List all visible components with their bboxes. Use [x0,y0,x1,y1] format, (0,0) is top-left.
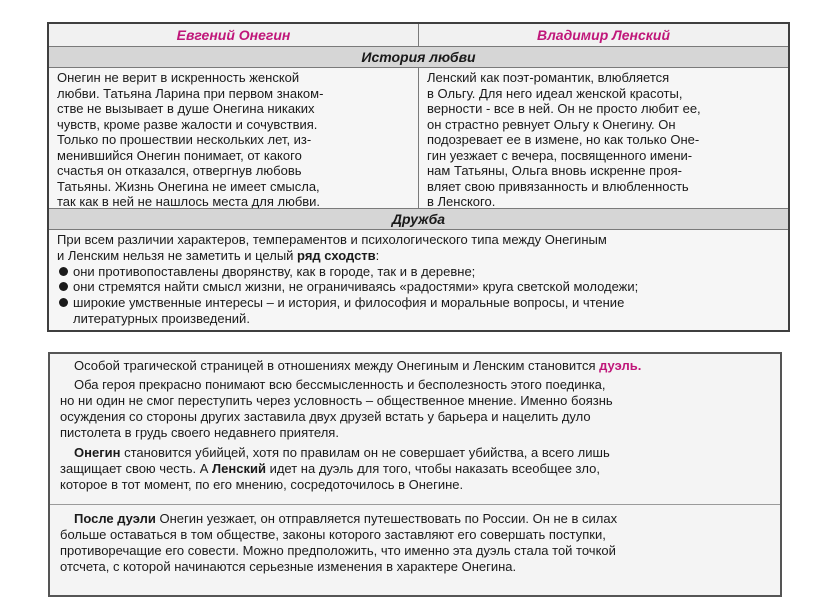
list-item-text: они стремятся найти смысл жизни, не ограничиваясь «радостями» круга светской молодежи; [73,279,639,295]
after-duel-paragraph [60,511,770,575]
friendship-intro [57,232,780,264]
love-lensky-cell [419,68,788,208]
love-row [49,68,788,209]
table-header-row [49,24,788,47]
header-onegin: Евгений Онегин [49,24,419,46]
after-duel-text: Онегин уезжает, он отправляется путешествовать по России. Он не в силах больше оставаться в том обществе, законы которого заставляют его совершать поступки, противоречащие его совести. Можно предположить, что именно эта дуэль стала той точкой отсчета, с которой начинаются серьезные изменения в характере Онегина. [60,511,618,574]
duel-intro-text: Особой трагической страницей в отношениях между Онегиным и Ленским становится [74,358,600,373]
list-item-text: они противопоставлены дворянству, как в городе, так и в деревне; [73,263,476,279]
duel-box [48,352,782,597]
onegin-term: Онегин [74,445,121,460]
similarities-term: ряд сходств [297,247,376,263]
duel-paragraph-3 [60,445,770,493]
duel-word: дуэль. [599,358,642,373]
after-duel-section [50,505,780,578]
section-love-title: История любви [49,47,788,68]
bullet-icon [59,267,68,276]
list-item [57,279,780,295]
duel-paragraph-2: Оба героя прекрасно понимают всю бессмысленность и бесполезность этого поединка, но ни один не смог переступить через условность – общественное мнение. Именно боязнь осуждения со стороны других заставила двух друзей встать у барьера и нацелить дуло пистолета в грудь своего недавнего приятеля. [60,377,613,440]
list-item-text: широкие умственные интересы – и история, и философия и моральные вопросы, и чтение литературных произведений. [73,295,625,326]
bullet-icon [59,282,68,291]
friendship-intro-colon: : [375,247,380,263]
duel-intro [60,358,770,374]
love-onegin-text: Онегин не верит в искренность женской любви. Татьяна Ларина при первом знаком- стве не вызывает в душе Онегина никаких чувств, кроме разве жалости и сочувствия. Только по прошествии нескольких лет, из- менившийся Онегин понимает, от какого счастья он отказался, отвергнув любовь Татьяны. Жизнь Онегина не имеет смысла, так как в ней не нашлось места для любви. [57,70,324,208]
bullet-icon [59,298,68,307]
list-item [57,264,780,280]
friendship-row [49,230,788,330]
similarities-list [57,264,780,327]
friendship-intro-text: При всем различии характеров, темпераментов и психологического типа между Онегиным и Ленским нельзя не заметить и целый [57,232,607,263]
section-friendship-title: Дружба [49,209,788,230]
love-lensky-text: Ленский как поэт-романтик, влюбляется в Ольгу. Для него идеал женской красоты, верности - все в ней. Он не просто любит ее, он страстно ревнует Ольгу к Онегину. Он подозревает ее в измене, но как только Оне- гин уезжает с вечера, посвященного имени- нам Татьяны, Ольга вновь искренне проя- вляет свою привязанность и влюбленность в Ленского. [427,70,701,208]
duel-paragraph-3-text-b: идет на дуэль для того, чтобы наказать всеобщее зло, которое в тот момент, по его мнению, сосредоточилось в Онегине. [60,461,600,492]
love-onegin-cell [49,68,419,208]
after-duel-term: После дуэли [74,511,156,526]
duel-paragraph-3-text-a: становится убийцей, хотя по правилам он не совершает убийства, а всего лишь защищает свою честь. А [60,445,610,476]
header-lensky: Владимир Ленский [536,27,670,43]
duel-section [50,354,780,505]
list-item [57,295,780,327]
lensky-term: Ленский [212,461,266,476]
comparison-table [47,22,790,332]
